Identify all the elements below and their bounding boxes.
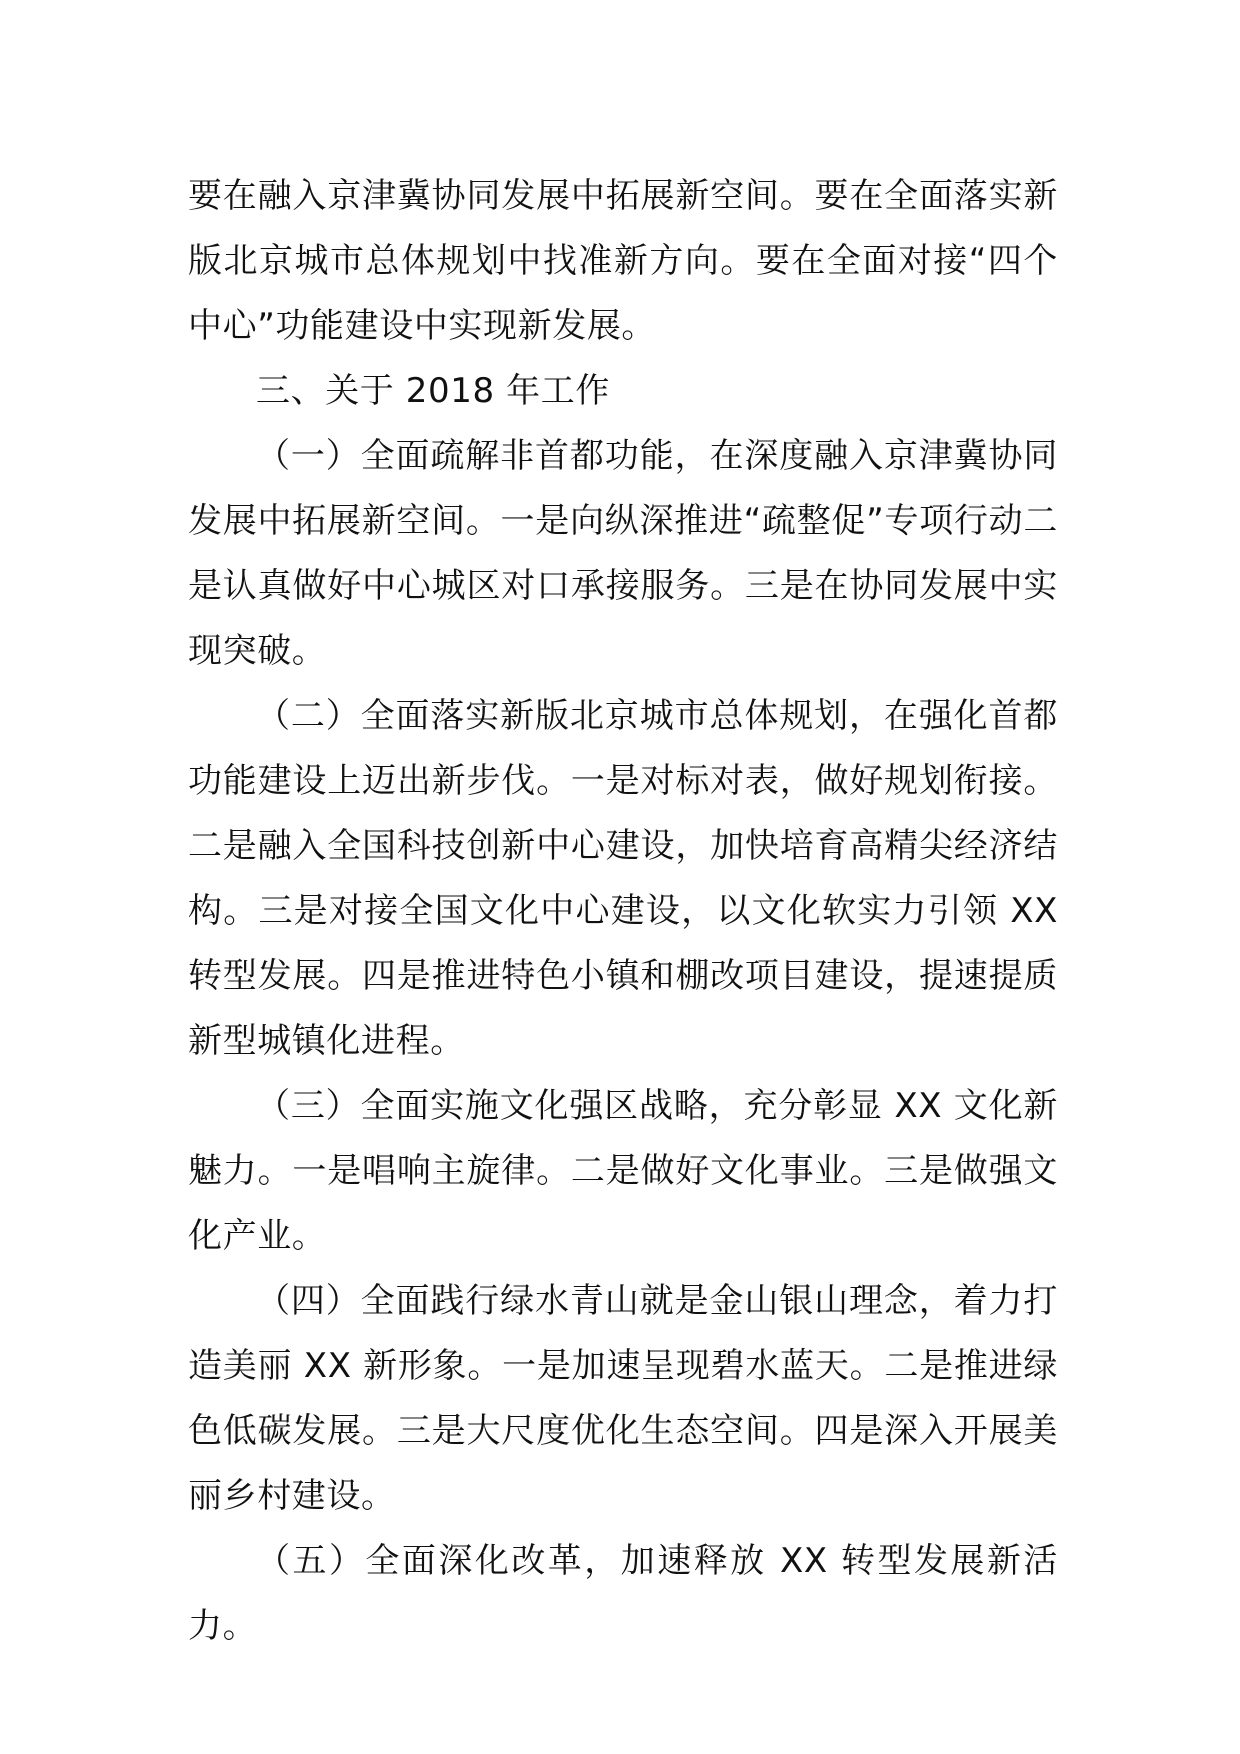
section-heading: 三、关于 2018 年工作 xyxy=(256,371,610,411)
work-item-paragraph-5: （五）全面深化改革，加速释放 XX 转型发展新活力。 xyxy=(188,1541,1058,1646)
work-item-paragraph-2: （二）全面落实新版北京城市总体规划，在强化首都功能建设上迈出新步伐。一是对标对表，做好规划衔接。二是融入全国科技创新中心建设，加快培育高精尖经济结构。三是对接全国文化中心建设，以文化软实力引领 XX 转型发展。四是推进特色小镇和棚改项目建设，提速提质新型城镇化进程。 xyxy=(188,696,1058,1061)
work-item-paragraph-1: （一）全面疏解非首都功能，在深度融入京津冀协同发展中拓展新空间。一是向纵深推进“疏整促”专项行动二是认真做好中心城区对口承接服务。三是在协同发展中实现突破。 xyxy=(188,436,1058,671)
document-body xyxy=(188,164,1058,1659)
continuation-paragraph: 要在融入京津冀协同发展中拓展新空间。要在全面落实新版北京城市总体规划中找准新方向。要在全面对接“四个中心”功能建设中实现新发展。 xyxy=(188,176,1058,346)
work-item-paragraph-3: （三）全面实施文化强区战略，充分彰显 XX 文化新魅力。一是唱响主旋律。二是做好文化事业。三是做强文化产业。 xyxy=(188,1086,1058,1256)
work-item-paragraph-4: （四）全面践行绿水青山就是金山银山理念，着力打造美丽 XX 新形象。一是加速呈现碧水蓝天。二是推进绿色低碳发展。三是大尺度优化生态空间。四是深入开展美丽乡村建设。 xyxy=(188,1281,1058,1516)
